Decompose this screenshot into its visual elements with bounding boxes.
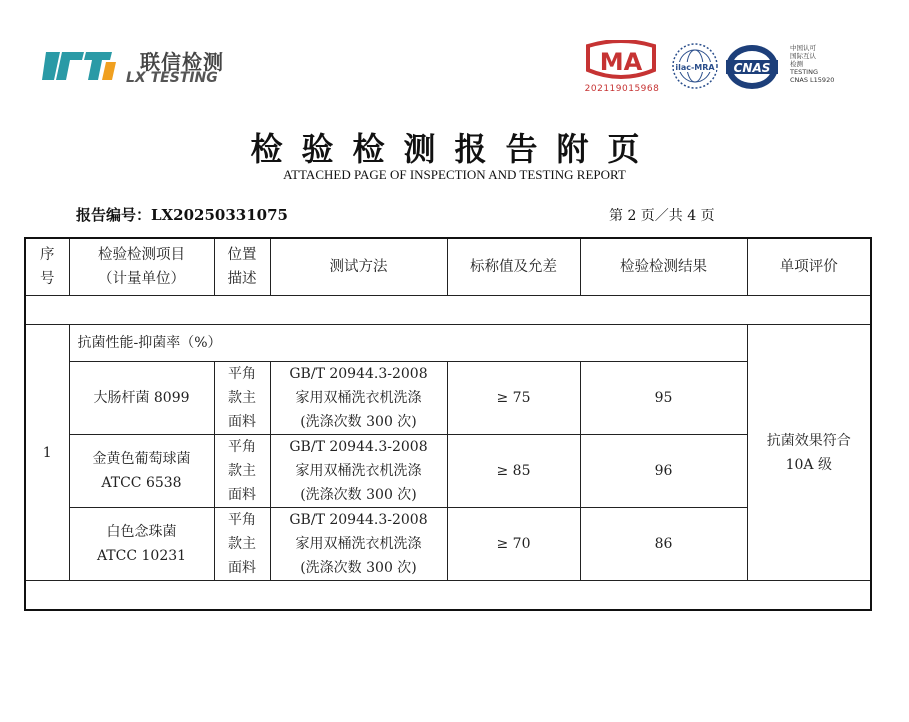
report-title-en: ATTACHED PAGE OF INSPECTION AND TESTING REPORT <box>283 167 626 182</box>
position-cell: 平角 款主 面料 <box>214 508 270 581</box>
report-title-cn: 检验检测报告附页 <box>250 130 659 168</box>
table-header-row <box>25 238 871 296</box>
item-cell: 大肠杆菌 8099 <box>69 362 214 435</box>
cma-logo-icon <box>578 40 664 84</box>
header-method: 测试方法 <box>270 238 447 296</box>
svg-text:MA: MA <box>599 48 643 76</box>
lx-logo-mark-icon <box>40 46 120 86</box>
nominal-cell: ≥ 85 <box>447 435 580 508</box>
nominal-cell: ≥ 70 <box>447 508 580 581</box>
svg-text:CNAS: CNAS <box>733 61 771 75</box>
company-name-cn: 联信检测 <box>140 50 224 74</box>
item-cell: 白色念珠菌 ATCC 10231 <box>69 508 214 581</box>
table-spacer-row <box>25 296 871 325</box>
seq-cell: 1 <box>25 325 69 581</box>
cnas-caption-line: 中国认可 <box>790 44 816 52</box>
method-cell: GB/T 20944.3-2008 家用双桶洗衣机洗涤 (洗涤次数 300 次) <box>270 435 447 508</box>
company-logo <box>40 44 240 92</box>
position-cell: 平角 款主 面料 <box>214 362 270 435</box>
cma-certification-mark <box>578 40 664 96</box>
results-table <box>24 237 872 611</box>
header-nominal: 标称值及允差 <box>447 238 580 296</box>
method-cell: GB/T 20944.3-2008 家用双桶洗衣机洗涤 (洗涤次数 300 次) <box>270 508 447 581</box>
result-cell: 86 <box>580 508 747 581</box>
company-name-en: LX TESTING <box>126 70 218 86</box>
cnas-caption-line: 检测 <box>790 60 803 68</box>
spacer-cell <box>25 581 871 611</box>
cnas-logo-icon <box>724 40 780 94</box>
cnas-caption-line: 国际互认 <box>790 52 816 60</box>
svg-text:ilac-MRA: ilac-MRA <box>675 63 715 72</box>
result-cell: 96 <box>580 435 747 508</box>
cnas-caption-line: CNAS L15920 <box>790 76 835 84</box>
header-item: 检验检测项目 （计量单位） <box>69 238 214 296</box>
table-spacer-row <box>25 581 871 611</box>
nominal-cell: ≥ 75 <box>447 362 580 435</box>
ilac-globe-icon <box>670 40 720 94</box>
table-row <box>25 508 871 581</box>
cma-number: 202119015968 <box>584 84 660 94</box>
position-cell: 平角 款主 面料 <box>214 435 270 508</box>
spacer-cell <box>25 296 871 325</box>
page-indicator: 第 2 页／共 4 页 <box>609 208 715 224</box>
method-cell: GB/T 20944.3-2008 家用双桶洗衣机洗涤 (洗涤次数 300 次) <box>270 362 447 435</box>
header-result: 检验检测结果 <box>580 238 747 296</box>
header-seq: 序 号 <box>25 238 69 296</box>
table-row <box>25 435 871 508</box>
header-evaluation: 单项评价 <box>747 238 871 296</box>
header-position: 位置 描述 <box>214 238 270 296</box>
table-category-row <box>25 325 871 362</box>
cnas-mark <box>724 40 780 96</box>
result-cell: 95 <box>580 362 747 435</box>
ilac-mra-mark <box>670 40 720 96</box>
cnas-caption-line: TESTING <box>790 68 818 76</box>
item-cell: 金黄色葡萄球菌 ATCC 6538 <box>69 435 214 508</box>
table-row <box>25 362 871 435</box>
report-number: 报告编号：LX20250331075 <box>76 206 288 224</box>
cnas-caption <box>790 44 834 84</box>
evaluation-cell: 抗菌效果符合 10A 级 <box>747 325 871 581</box>
category-cell: 抗菌性能-抑菌率（%） <box>69 325 747 362</box>
